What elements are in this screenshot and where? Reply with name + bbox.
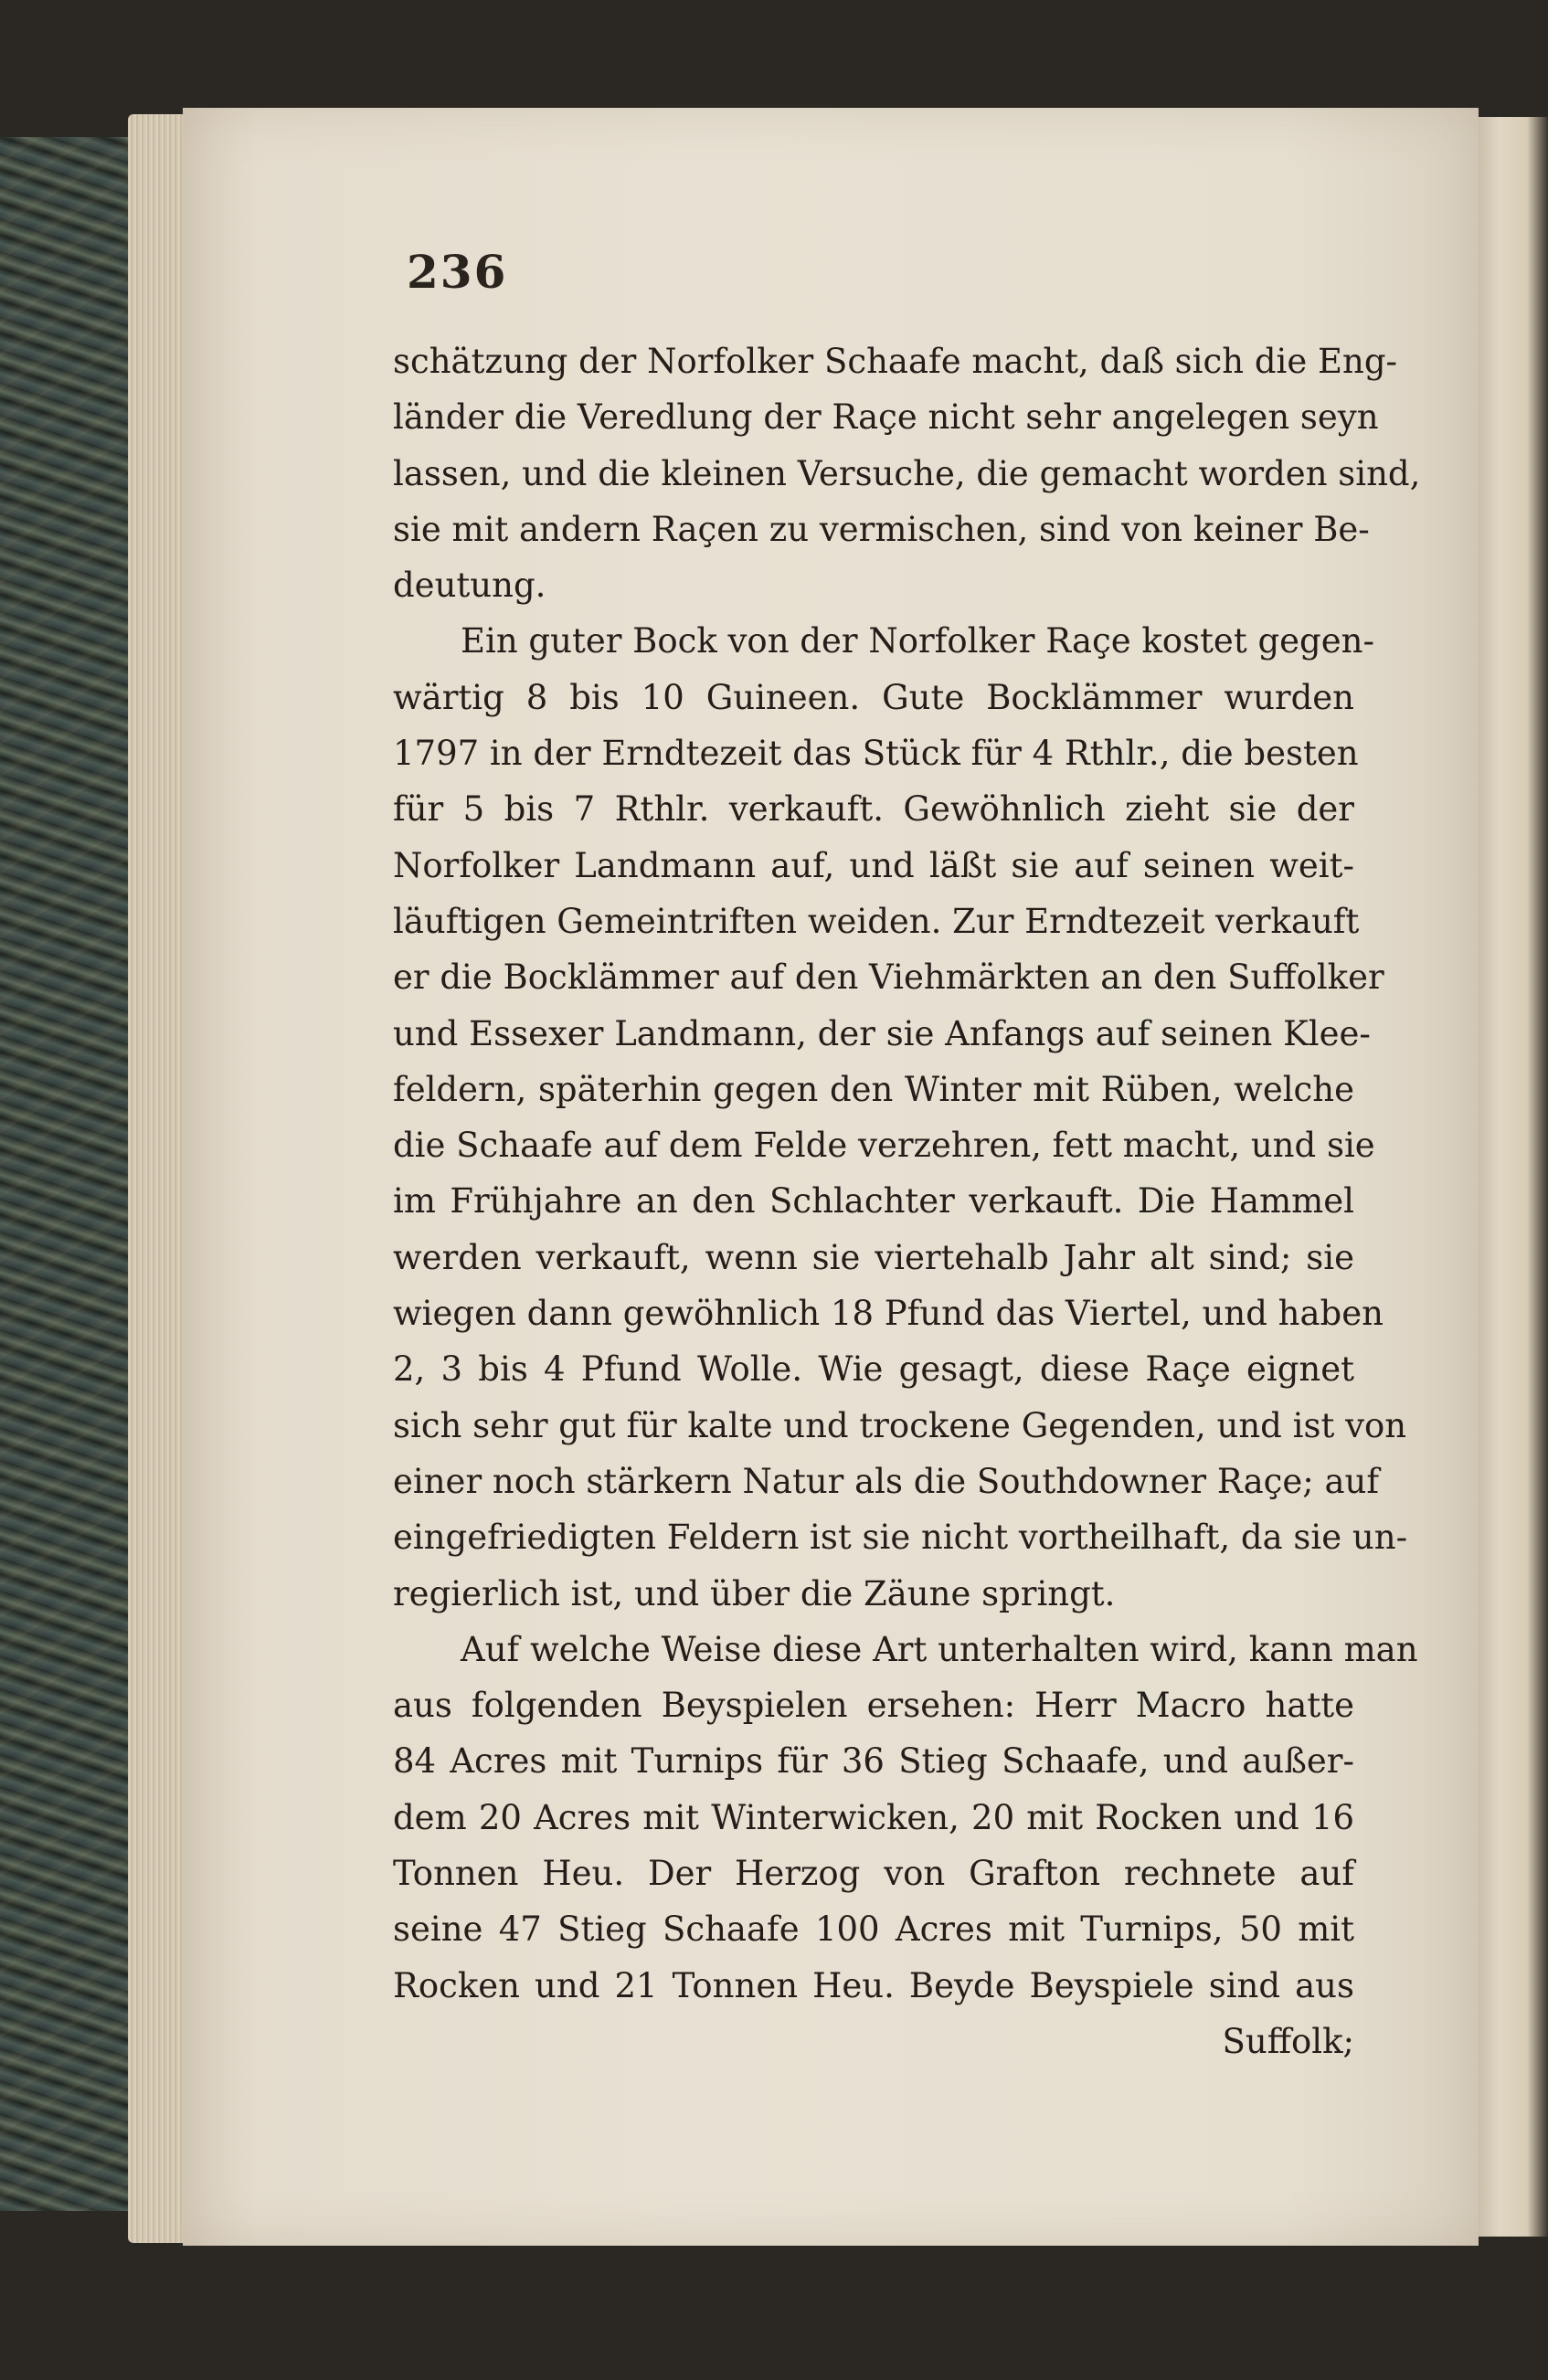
text-line: feldern, späterhin gegen den Winter mit Rüben, welche <box>393 1069 1354 1109</box>
text-line: werden verkauft, wenn sie viertehalb Jahr alt sind; sie <box>393 1237 1354 1277</box>
text-line: sie mit andern Raçen zu vermischen, sind von keiner Be- <box>393 509 1370 549</box>
text-line: schätzung der Norfolker Schaafe macht, daß sich die Eng- <box>393 342 1398 381</box>
text-line: 2, 3 bis 4 Pfund Wolle. Wie gesagt, diese Raçe eignet <box>393 1349 1354 1390</box>
marbled-book-edge <box>0 137 137 2211</box>
text-line: dem 20 Acres mit Winterwicken, 20 mit Rocken und 16 <box>393 1797 1354 1837</box>
text-line: die Schaafe auf dem Felde verzehren, fett macht, und sie <box>393 1126 1375 1166</box>
text-line: länder die Veredlung der Raçe nicht sehr angelegen seyn <box>393 397 1379 438</box>
body-text <box>393 333 1421 2069</box>
page-number: 236 <box>407 245 508 299</box>
text-line: Tonnen Heu. Der Herzog von Grafton rechnete auf <box>393 1854 1354 1894</box>
facing-page-edge <box>1479 117 1548 2237</box>
text-line: er die Bocklämmer auf den Viehmärkten an den Suffolker <box>393 957 1384 998</box>
text-line: deutung. <box>393 566 546 606</box>
text-line: für 5 bis 7 Rthlr. verkauft. Gewöhnlich zieht sie der <box>393 789 1354 830</box>
text-line: im Frühjahre an den Schlachter verkauft. Die Hammel <box>393 1181 1354 1222</box>
text-line: sich sehr gut für kalte und trockene Gegenden, und ist von <box>393 1405 1407 1445</box>
text-line: einer noch stärkern Natur als die Southdowner Raçe; auf <box>393 1461 1380 1501</box>
text-line: seine 47 Stieg Schaafe 100 Acres mit Turnips, 50 mit <box>393 1909 1354 1950</box>
text-line: eingefriedigten Feldern ist sie nicht vortheilhaft, da sie un- <box>393 1518 1408 1558</box>
text-line: und Essexer Landmann, der sie Anfangs auf seinen Klee- <box>393 1013 1371 1053</box>
text-line: Rocken und 21 Tonnen Heu. Beyde Beyspiele sind aus <box>393 1965 1354 2005</box>
text-line: Ein guter Bock von der Norfolker Raçe kostet gegen- <box>461 621 1374 661</box>
text-line: wärtig 8 bis 10 Guineen. Gute Bocklämmer wurden <box>393 677 1354 717</box>
text-line: läuftigen Gemeintriften weiden. Zur Erndtezeit verkauft <box>393 901 1360 941</box>
text-line: wiegen dann gewöhnlich 18 Pfund das Viertel, und haben <box>393 1294 1384 1334</box>
text-line: Auf welche Weise diese Art unterhalten wird, kann man <box>461 1629 1418 1669</box>
text-line: aus folgenden Beyspielen ersehen: Herr Macro hatte <box>393 1686 1354 1726</box>
text-line: 84 Acres mit Turnips für 36 Stieg Schaafe, und außer- <box>393 1741 1354 1782</box>
text-line: Norfolker Landmann auf, und läßt sie auf seinen weit- <box>393 845 1354 885</box>
text-line: regierlich ist, und über die Zäune springt. <box>393 1573 1116 1613</box>
text-line: lassen, und die kleinen Versuche, die gemacht worden sind, <box>393 453 1421 493</box>
text-line: 1797 in der Erndtezeit das Stück für 4 Rthlr., die besten <box>393 734 1359 774</box>
catchword: Suffolk; <box>1222 2021 1354 2061</box>
